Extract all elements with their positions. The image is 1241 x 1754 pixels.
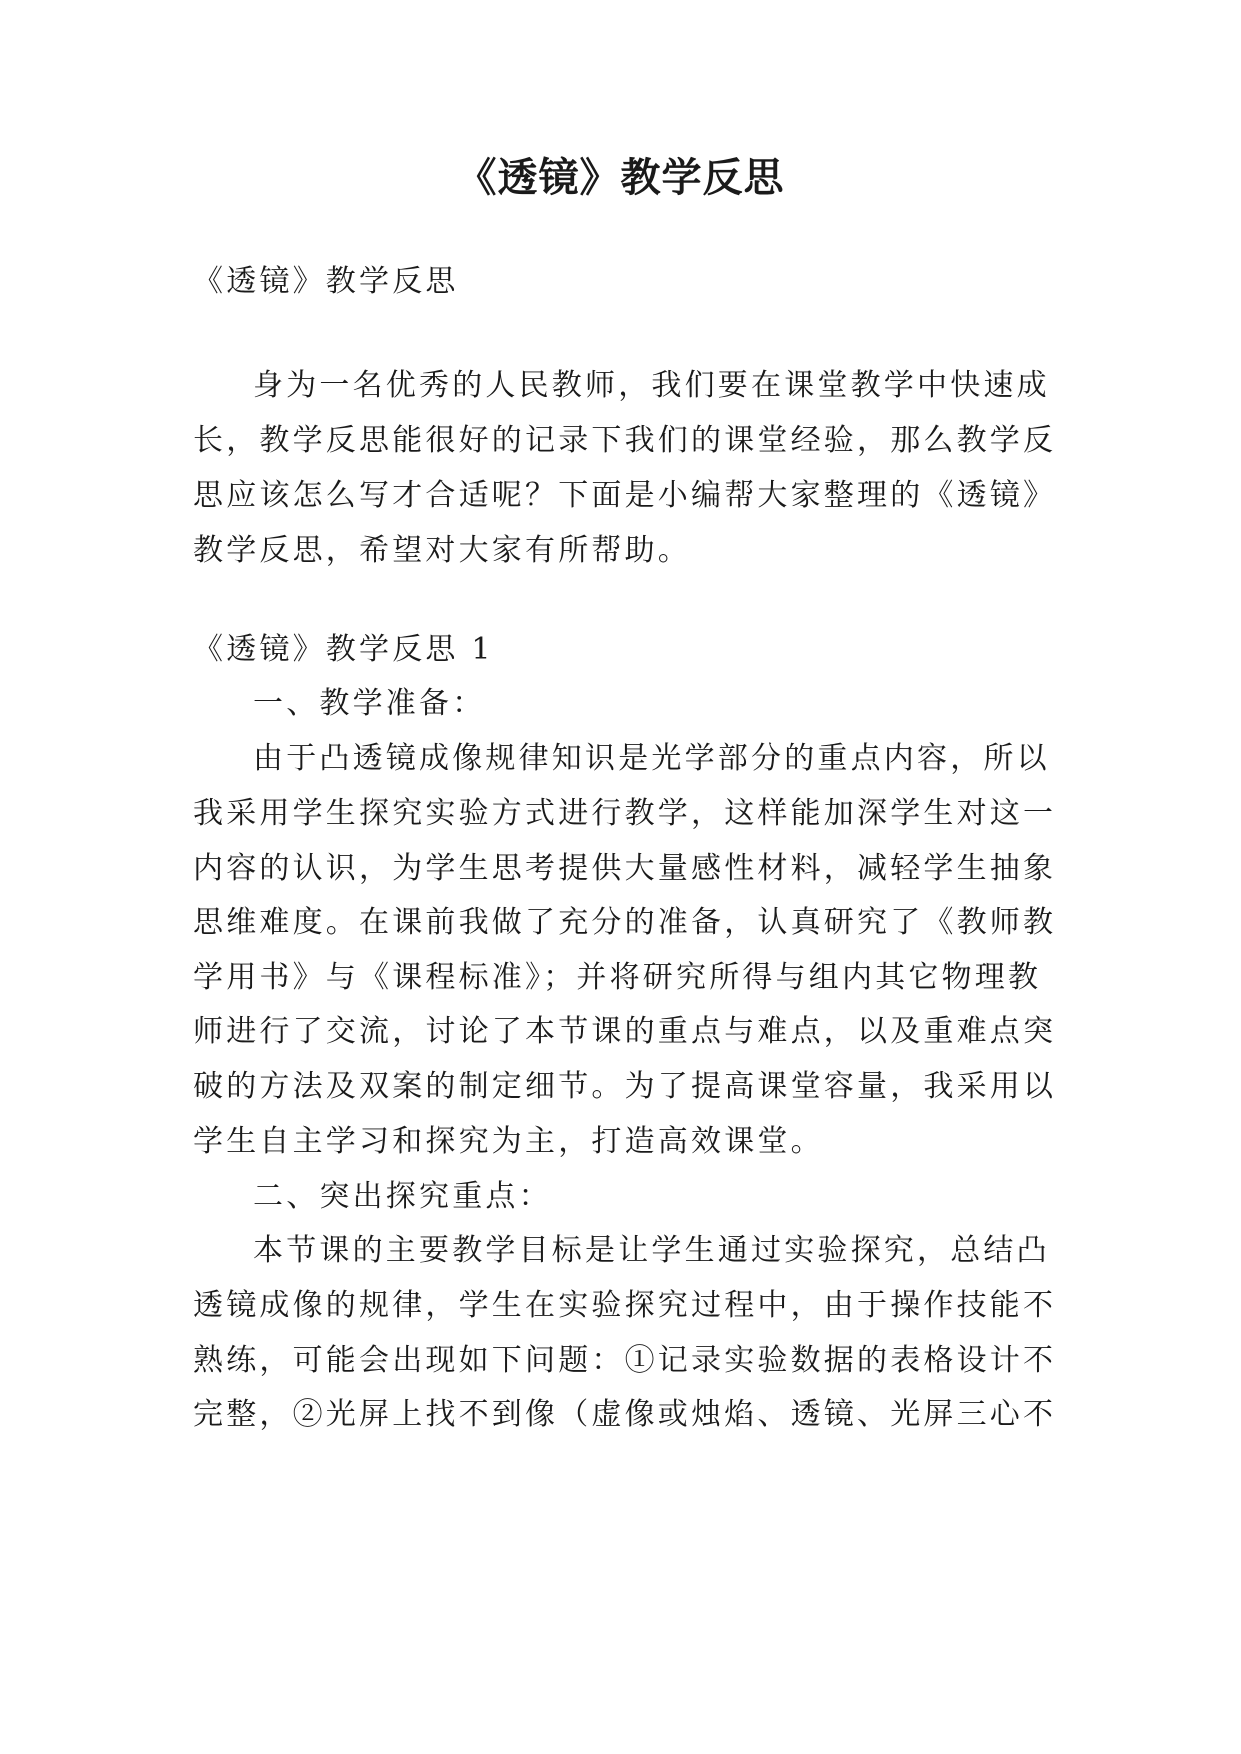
- part1-line: 师进行了交流，讨论了本节课的重点与难点，以及重难点突: [193, 1014, 1057, 1049]
- part1-line: 我采用学生探究实验方式进行教学，这样能加深学生对这一: [193, 796, 1057, 831]
- intro-line: 思应该怎么写才合适呢？下面是小编帮大家整理的《透镜》: [193, 478, 1057, 513]
- intro-line: 长，教学反思能很好的记录下我们的课堂经验，那么教学反: [193, 423, 1057, 458]
- intro-line: 教学反思，希望对大家有所帮助。: [193, 533, 691, 568]
- document-title: 《透镜》教学反思: [456, 155, 785, 201]
- part2-line: 熟练，可能会出现如下问题：①记录实验数据的表格设计不: [193, 1343, 1057, 1378]
- part1-line: 破的方法及双案的制定细节。为了提高课堂容量，我采用以: [193, 1069, 1057, 1104]
- part1-line: 由于凸透镜成像规律知识是光学部分的重点内容，所以: [253, 741, 1050, 776]
- part1-heading: 一、教学准备：: [253, 686, 486, 721]
- part1-line: 内容的认识，为学生思考提供大量感性材料，减轻学生抽象: [193, 851, 1057, 886]
- part2-line: 透镜成像的规律，学生在实验探究过程中，由于操作技能不: [193, 1288, 1057, 1323]
- part1-line: 学生自主学习和探究为主，打造高效课堂。: [193, 1124, 824, 1159]
- document-subtitle: 《透镜》教学反思: [193, 264, 459, 299]
- part1-line: 学用书》与《课程标准》；并将研究所得与组内其它物理教: [193, 960, 1042, 995]
- part2-heading: 二、突出探究重点：: [253, 1179, 552, 1214]
- part2-line: 本节课的主要教学目标是让学生通过实验探究，总结凸: [253, 1233, 1050, 1268]
- section-heading: 《透镜》教学反思 1: [193, 632, 494, 667]
- part1-line: 思维难度。在课前我做了充分的准备，认真研究了《教师教: [193, 905, 1057, 940]
- intro-line: 身为一名优秀的人民教师，我们要在课堂教学中快速成: [253, 368, 1050, 403]
- part2-line: 完整，②光屏上找不到像（虚像或烛焰、透镜、光屏三心不: [193, 1397, 1057, 1432]
